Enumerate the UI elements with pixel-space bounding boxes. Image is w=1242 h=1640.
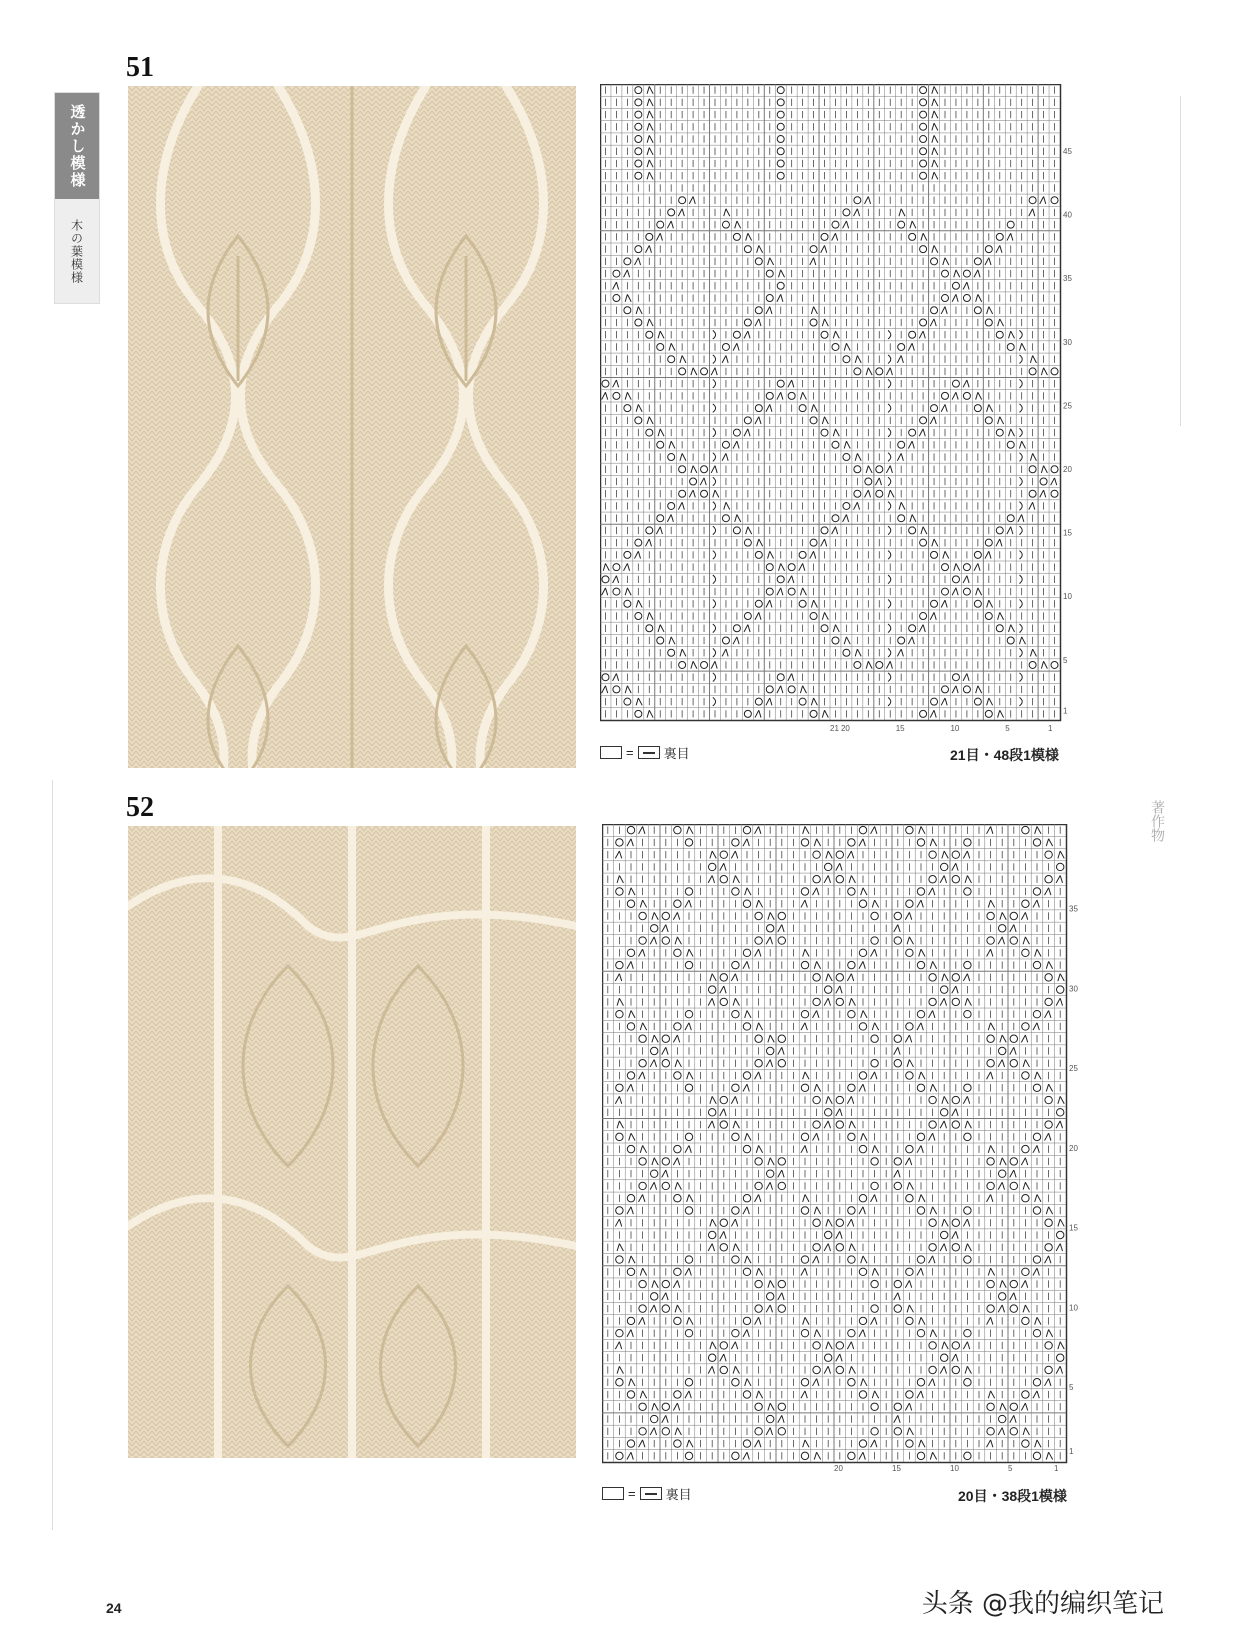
legend-label: 裏目	[665, 1487, 692, 1502]
row-label: 15	[1069, 1223, 1078, 1233]
row-label: 10	[1063, 592, 1072, 602]
knit-square-icon	[600, 746, 622, 759]
row-label: 30	[1063, 337, 1072, 347]
row-label: 10	[1069, 1303, 1078, 1313]
chart-grid	[600, 84, 1061, 721]
row-label: 20	[1063, 464, 1072, 474]
column-label: 20	[840, 724, 850, 733]
column-label: 10	[950, 1464, 959, 1473]
column-label: 10	[950, 724, 960, 733]
column-label: 20	[834, 1464, 843, 1473]
legend-label: 裏目	[663, 746, 690, 761]
chart-legend	[600, 743, 690, 762]
column-label: 21	[830, 724, 839, 733]
row-label: 15	[1063, 528, 1072, 538]
pattern-number: 52	[126, 792, 154, 823]
section-tab	[54, 92, 100, 304]
repeat-info: 20目・38段1模様	[958, 1488, 1067, 1504]
row-label: 1	[1069, 1447, 1074, 1457]
category-label: 透かし模様	[55, 93, 99, 199]
divider-line	[52, 780, 53, 1530]
knit-swatch-photo	[128, 826, 576, 1458]
row-label: 45	[1063, 146, 1072, 156]
knit-square-icon	[602, 1487, 624, 1500]
row-label: 35	[1069, 904, 1078, 914]
row-label: 35	[1063, 274, 1072, 284]
legend-equals: =	[628, 1486, 636, 1501]
chart-legend	[602, 1484, 692, 1503]
column-label: 15	[892, 1464, 901, 1473]
legend-equals: =	[626, 745, 634, 760]
row-label: 20	[1069, 1143, 1078, 1153]
knitting-chart-52	[602, 824, 1084, 1474]
row-label: 1	[1063, 706, 1068, 716]
subcategory-label: 木の葉模様	[69, 218, 84, 284]
row-label: 30	[1069, 984, 1078, 994]
column-label: 5	[1005, 724, 1010, 733]
row-label: 25	[1063, 401, 1072, 411]
vertical-mark: 著作物	[1149, 800, 1164, 842]
knit-swatch-photo	[128, 86, 576, 768]
column-label: 1	[1048, 724, 1053, 733]
purl-square-icon	[638, 746, 660, 759]
purl-square-icon	[640, 1487, 662, 1500]
column-label: 15	[895, 724, 905, 733]
knitting-chart-51	[600, 84, 1078, 734]
row-label: 5	[1069, 1383, 1074, 1393]
row-label: 5	[1063, 655, 1068, 665]
repeat-info: 21目・48段1模様	[950, 747, 1059, 763]
chart-grid	[602, 824, 1067, 1463]
pattern-number: 51	[126, 52, 154, 83]
row-label: 40	[1063, 210, 1072, 220]
divider-line	[1180, 96, 1181, 426]
column-label: 1	[1054, 1464, 1059, 1473]
row-label: 25	[1069, 1064, 1078, 1074]
page-number: 24	[106, 1600, 122, 1616]
column-label: 5	[1008, 1464, 1013, 1473]
watermark: 头条 @我的编织笔记	[921, 1589, 1164, 1619]
